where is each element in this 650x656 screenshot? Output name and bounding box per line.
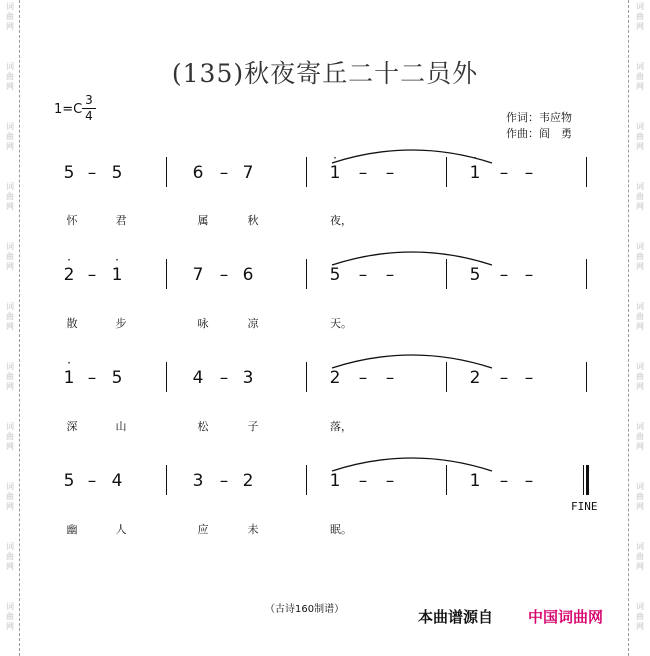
note-digit: –: [87, 163, 97, 183]
note-digit: 2: [63, 265, 75, 285]
final-barline: [586, 465, 589, 495]
note: [61, 356, 77, 388]
composer-credit: 作曲：阎 勇: [506, 127, 572, 140]
watermark-text: 词 曲 网: [6, 182, 14, 211]
note-digit: 7: [192, 265, 204, 285]
note: [521, 471, 537, 491]
note-digit: 5: [469, 265, 481, 285]
lyric-char: 夜，: [330, 214, 352, 227]
watermark-text: 词 曲 网: [636, 182, 644, 211]
note-digit: –: [219, 163, 229, 183]
note-digit: 2: [329, 368, 341, 388]
note: [216, 265, 232, 285]
watermark-text: 词 曲 网: [636, 302, 644, 331]
lyric-char: 咏: [197, 317, 209, 330]
lyric-char: 落，: [330, 420, 352, 433]
note-digit: –: [358, 368, 368, 388]
watermark-text: 词 曲 网: [636, 542, 644, 571]
meter-top: 3: [85, 93, 93, 107]
lyricist-credit: 作词：韦应物: [506, 111, 572, 124]
watermark-text: 词 曲 网: [636, 242, 644, 271]
note-digit: 6: [242, 265, 254, 285]
footer-note: （古诗160制谱）: [265, 604, 345, 615]
note-digit: 2: [242, 471, 254, 491]
note-digit: 1: [329, 471, 341, 491]
left-dashed-border: [19, 0, 20, 656]
note-digit: –: [87, 265, 97, 285]
barline: [166, 465, 167, 495]
note: [109, 163, 125, 183]
watermark-text: 词 曲 网: [6, 422, 14, 451]
note: [216, 368, 232, 388]
tie-arc: [330, 143, 500, 167]
watermark-text: 词 曲 网: [636, 602, 644, 631]
note-digit: –: [385, 368, 395, 388]
barline: [166, 259, 167, 289]
note: [190, 368, 206, 388]
site-name: 中国词曲网: [528, 608, 604, 626]
octave-dot: ·: [473, 151, 477, 165]
watermark-text: 词 曲 网: [6, 242, 14, 271]
note: [190, 265, 206, 285]
note-digit: –: [385, 163, 395, 183]
lyric-char: 属: [197, 214, 209, 227]
tie-arc: [330, 348, 500, 372]
note: [521, 163, 537, 183]
octave-dot: ·: [67, 356, 71, 370]
barline: [586, 157, 587, 187]
watermark-text: 词 曲 网: [636, 362, 644, 391]
time-signature: [82, 94, 96, 123]
octave-dot: ·: [115, 253, 119, 267]
lyric-char: 山: [115, 420, 127, 433]
note-digit: 3: [192, 471, 204, 491]
lyric-char: 幽: [66, 523, 78, 536]
watermark-text: 词 曲 网: [636, 2, 644, 31]
octave-dot: ·: [67, 253, 71, 267]
note: [84, 163, 100, 183]
note-digit: –: [358, 471, 368, 491]
note: [84, 471, 100, 491]
note-digit: 1: [469, 163, 481, 183]
note-digit: 5: [63, 471, 75, 491]
watermark-text: 词 曲 网: [636, 62, 644, 91]
octave-dot: ·: [333, 151, 337, 165]
right-dashed-border: [628, 0, 629, 656]
watermark-text: 词 曲 网: [636, 482, 644, 511]
barline: [166, 157, 167, 187]
note: [240, 265, 256, 285]
note: [109, 368, 125, 388]
tie-arc: [330, 451, 500, 475]
barline: [306, 259, 307, 289]
note-digit: –: [524, 368, 534, 388]
watermark-text: 词 曲 网: [6, 542, 14, 571]
note-digit: –: [524, 265, 534, 285]
note-digit: –: [385, 471, 395, 491]
note-digit: 1: [329, 163, 341, 183]
note-digit: –: [219, 368, 229, 388]
note-digit: –: [385, 265, 395, 285]
watermark-text: 词 曲 网: [6, 2, 14, 31]
note-digit: 3: [242, 368, 254, 388]
note: [240, 471, 256, 491]
barline: [586, 259, 587, 289]
note-digit: 1: [469, 471, 481, 491]
barline: [306, 465, 307, 495]
key-signature: 1=C: [54, 102, 83, 117]
note-digit: 2: [469, 368, 481, 388]
note: [109, 253, 125, 285]
note-digit: –: [219, 471, 229, 491]
note-digit: 5: [111, 368, 123, 388]
lyric-char: 应: [197, 523, 209, 536]
note-digit: –: [219, 265, 229, 285]
lyric-char: 步: [115, 317, 127, 330]
note-digit: 1: [63, 368, 75, 388]
lyric-char: 人: [115, 523, 127, 536]
note-digit: –: [499, 368, 509, 388]
final-barline-thin: [583, 465, 584, 495]
lyric-char: 君: [115, 214, 127, 227]
lyric-char: 眠。: [330, 523, 352, 536]
note-digit: 6: [192, 163, 204, 183]
note: [521, 368, 537, 388]
note-digit: 5: [63, 163, 75, 183]
note-digit: 5: [111, 163, 123, 183]
note: [190, 163, 206, 183]
watermark-text: 词 曲 网: [6, 482, 14, 511]
barline: [166, 362, 167, 392]
watermark-text: 词 曲 网: [6, 122, 14, 151]
lyric-char: 未: [247, 523, 259, 536]
note: [240, 163, 256, 183]
lyric-char: 散: [66, 317, 78, 330]
fine-marker: FINE: [571, 500, 598, 513]
watermark-text: 词 曲 网: [636, 422, 644, 451]
note: [61, 253, 77, 285]
note-digit: –: [358, 265, 368, 285]
watermark-text: 词 曲 网: [6, 602, 14, 631]
song-title: (135)秋夜寄丘二十二员外: [171, 59, 479, 88]
tie-arc: [330, 245, 500, 269]
meter-bottom: 4: [85, 109, 93, 123]
lyric-char: 子: [247, 420, 259, 433]
lyric-char: 怀: [66, 214, 78, 227]
note-digit: 4: [111, 471, 123, 491]
note: [109, 471, 125, 491]
lyric-char: 秋: [247, 214, 259, 227]
note-digit: –: [524, 163, 534, 183]
barline: [306, 157, 307, 187]
note: [216, 163, 232, 183]
note-digit: –: [87, 471, 97, 491]
note-digit: 4: [192, 368, 204, 388]
note-digit: 1: [111, 265, 123, 285]
barline: [586, 362, 587, 392]
watermark-text: 词 曲 网: [636, 122, 644, 151]
watermark-text: 词 曲 网: [6, 362, 14, 391]
lyric-char: 松: [197, 420, 209, 433]
note-digit: –: [499, 163, 509, 183]
barline: [306, 362, 307, 392]
note: [61, 163, 77, 183]
lyric-char: 凉: [247, 317, 259, 330]
note-digit: –: [499, 471, 509, 491]
note: [84, 368, 100, 388]
lyric-char: 天。: [330, 317, 352, 330]
note-digit: –: [524, 471, 534, 491]
note: [521, 265, 537, 285]
note: [190, 471, 206, 491]
note-digit: 7: [242, 163, 254, 183]
note: [216, 471, 232, 491]
note: [61, 471, 77, 491]
note-digit: –: [87, 368, 97, 388]
note: [84, 265, 100, 285]
source-label: 本曲谱源自: [418, 608, 494, 626]
lyric-char: 深: [66, 420, 78, 433]
watermark-text: 词 曲 网: [6, 302, 14, 331]
note-digit: –: [499, 265, 509, 285]
watermark-text: 词 曲 网: [6, 62, 14, 91]
note-digit: –: [358, 163, 368, 183]
note-digit: 5: [329, 265, 341, 285]
note: [240, 368, 256, 388]
